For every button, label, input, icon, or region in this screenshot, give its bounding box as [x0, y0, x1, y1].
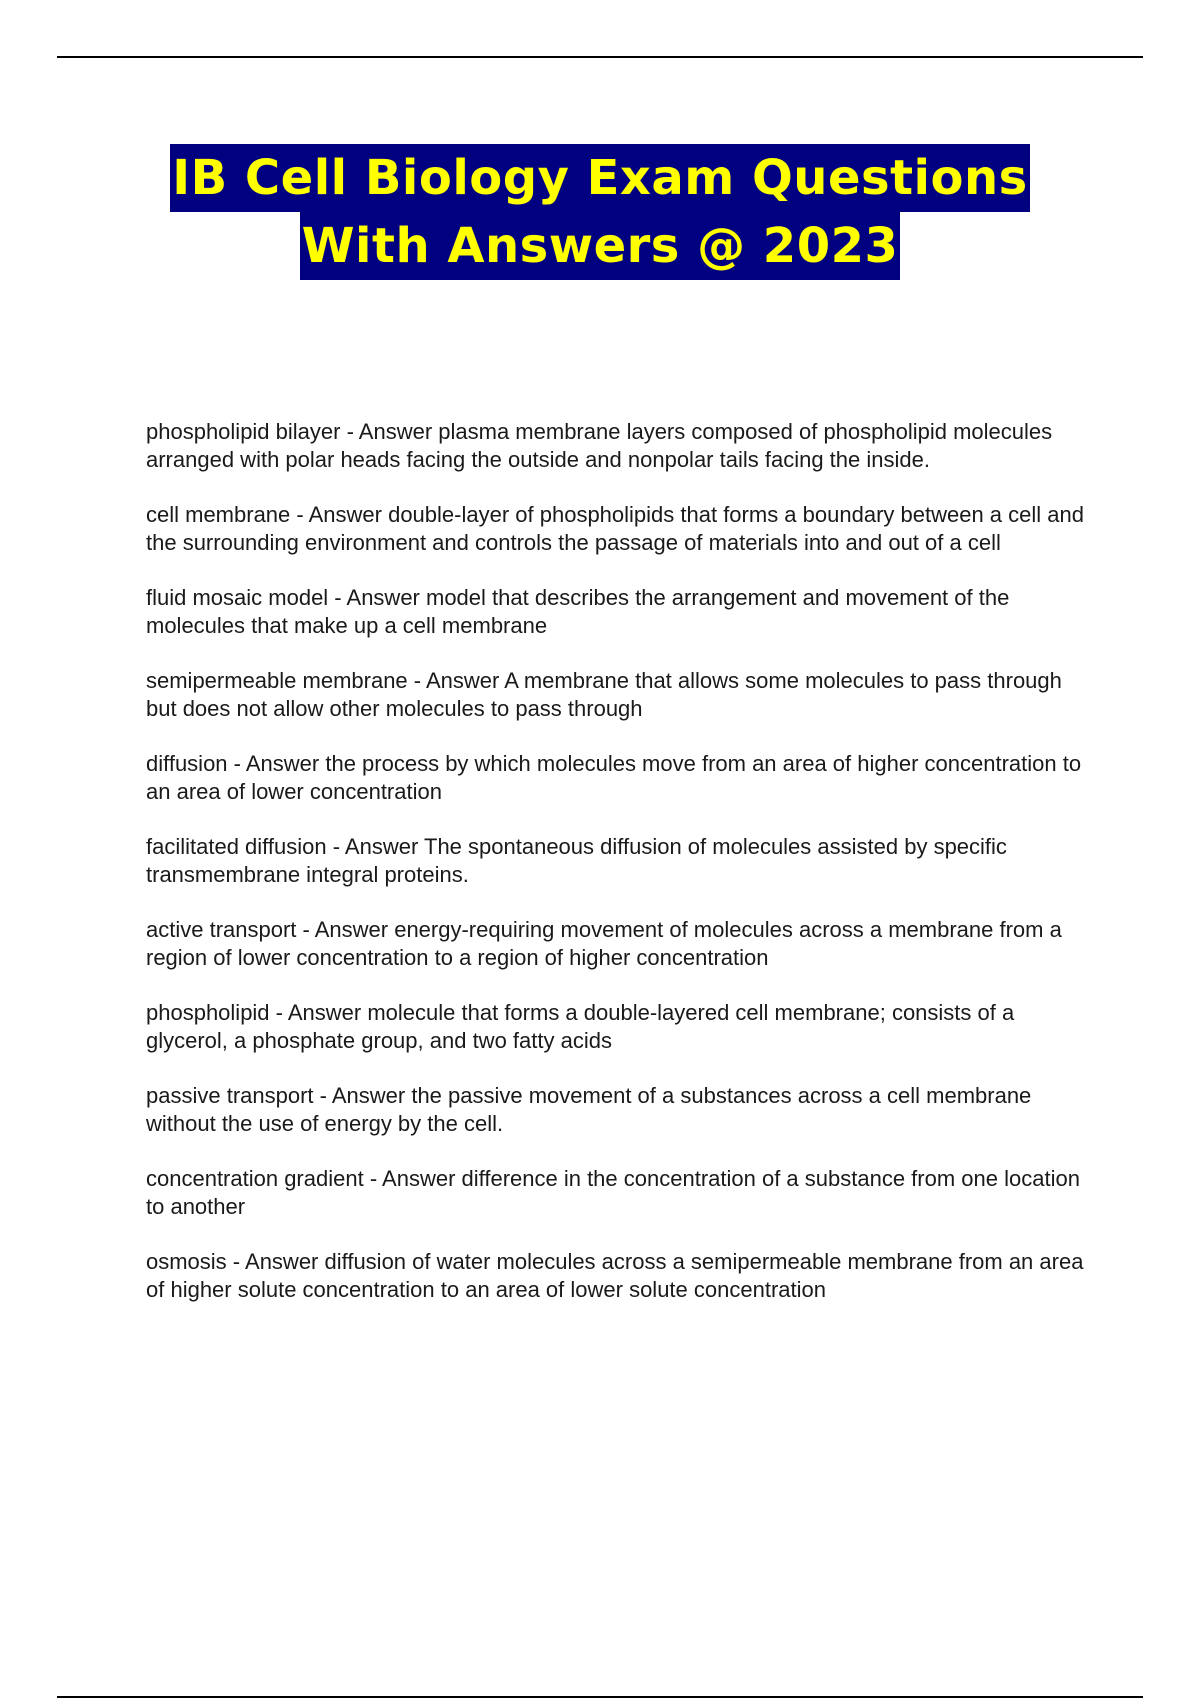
qa-item-semipermeable-membrane: semipermeable membrane - Answer A membrane that allows some molecules to pass through but does not allow other molecules to pass through — [146, 668, 1062, 721]
qa-item-passive-transport: passive transport - Answer the passive movement of a substances across a cell membrane without the use of energy by the cell. — [146, 1083, 1032, 1136]
qa-item-fluid-mosaic-model: fluid mosaic model - Answer model that describes the arrangement and movement of the molecules that make up a cell membrane — [146, 585, 1010, 638]
qa-item-diffusion: diffusion - Answer the process by which molecules move from an area of higher concentration to an area of lower concentration — [146, 751, 1082, 804]
document-title — [0, 144, 1200, 280]
qa-item-facilitated-diffusion: facilitated diffusion - Answer The spontaneous diffusion of molecules assisted by specific transmembrane integral proteins. — [146, 834, 1007, 887]
top-rule — [57, 56, 1143, 58]
qa-item-phospholipid-bilayer: phospholipid bilayer - Answer plasma membrane layers composed of phospholipid molecules arranged with polar heads facing the outside and nonpolar tails facing the inside. — [146, 419, 1053, 472]
qa-item-active-transport: active transport - Answer energy-requiring movement of molecules across a membrane from a region of lower concentration to a region of higher concentration — [146, 917, 1062, 970]
title-line-1: IB Cell Biology Exam Questions — [170, 144, 1029, 212]
qa-item-concentration-gradient: concentration gradient - Answer difference in the concentration of a substance from one location to another — [146, 1166, 1080, 1219]
qa-item-phospholipid: phospholipid - Answer molecule that forms a double-layered cell membrane; consists of a glycerol, a phosphate group, and two fatty acids — [146, 1000, 1015, 1053]
qa-item-osmosis: osmosis - Answer diffusion of water molecules across a semipermeable membrane from an area of higher solute concentration to an area of lower solute concentration — [146, 1249, 1084, 1302]
bottom-rule — [57, 1696, 1143, 1698]
title-line-2: With Answers @ 2023 — [300, 212, 901, 280]
qa-item-cell-membrane: cell membrane - Answer double-layer of phospholipids that forms a boundary between a cell and the surrounding environment and controls the passage of materials into and out of a cell — [146, 502, 1084, 555]
qa-list — [146, 418, 1096, 1331]
